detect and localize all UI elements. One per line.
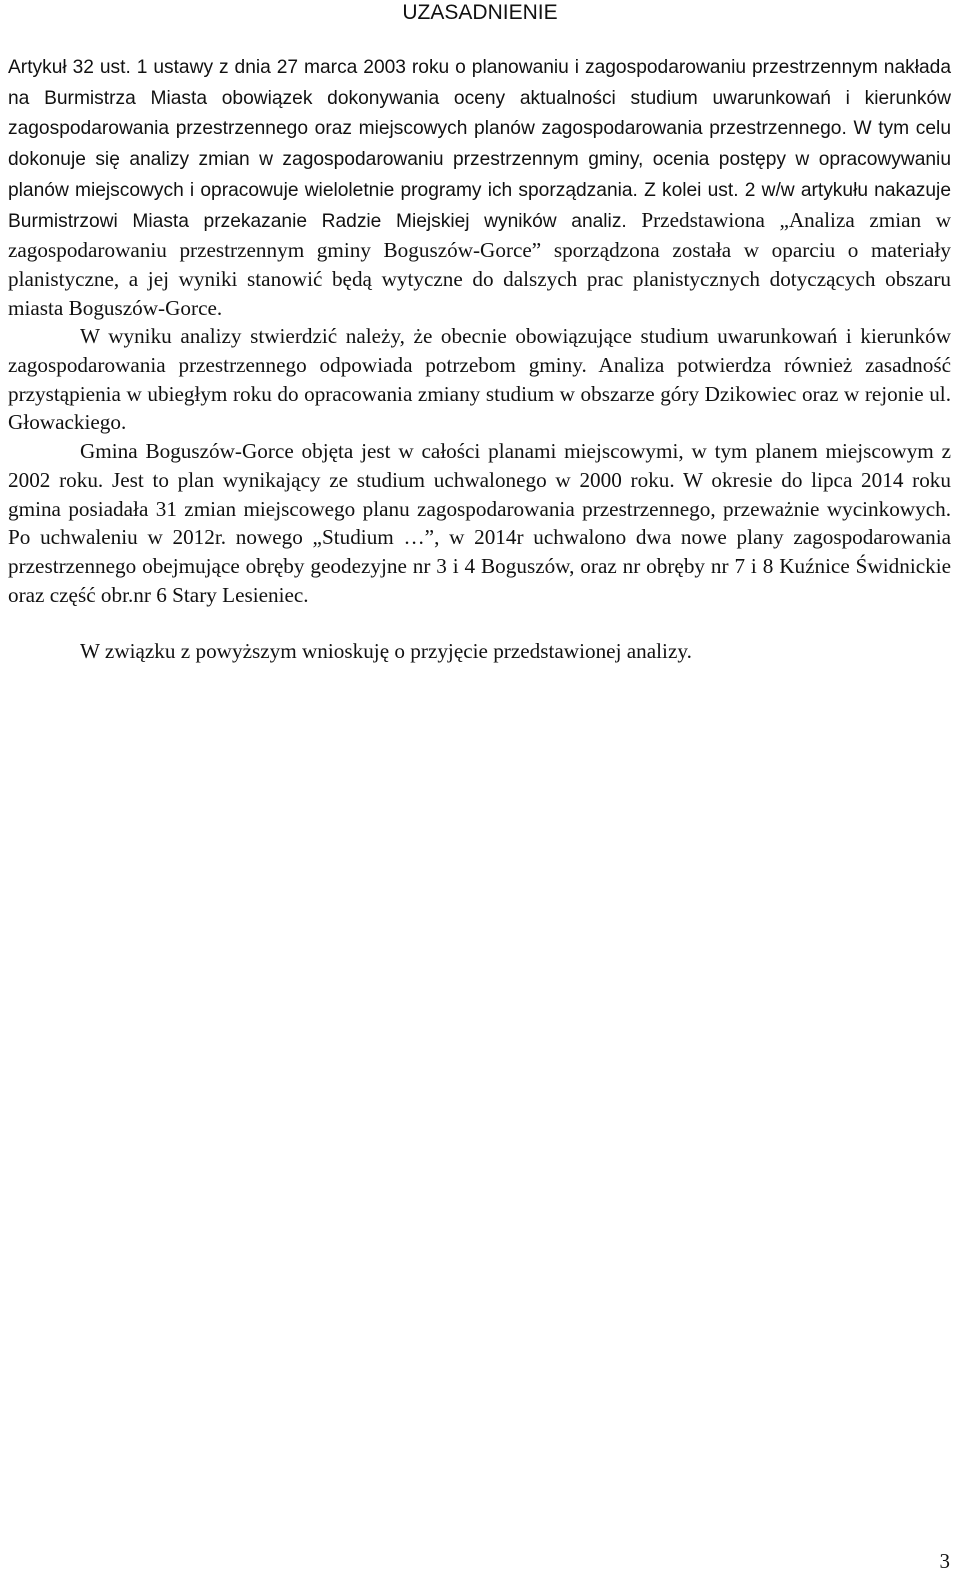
document-body (8, 52, 951, 666)
paragraph-spacer (8, 609, 951, 637)
paragraph-legal-basis (8, 52, 951, 322)
paragraph-analysis-result: W wyniku analizy stwierdzić należy, że obecnie obowiązujące studium uwarunkowań i kierunków zagospodarowania przestrzennego odpowiada potrzebom gminy. Analiza potwierdza również zasadność przystąpienia w ubiegłym roku do opracowania zmiany studium w obszarze góry Dzikowiec oraz w rejonie ul. Głowackiego. (8, 324, 951, 435)
paragraph-conclusion: W związku z powyższym wnioskuję o przyjęcie przedstawionej analizy. (80, 639, 692, 664)
page-title: UZASADNIENIE (402, 1, 558, 24)
paragraph-local-plans: Gmina Boguszów-Gorce objęta jest w całości planami miejscowymi, w tym planem miejscowym z 2002 roku. Jest to plan wynikający ze studium uchwalonego w 2000 roku. W okresie do lipca 2014 roku gmina posiadała 31 zmian miejscowego planu zagospodarowania przestrzennego, przeważnie wycinkowych. Po uchwaleniu w 2012r. nowego „Studium …”, w 2014r uchwalono dwa nowe plany zagospodarowania przestrzennego obejmujące obręby geodezyjne nr 3 i 4 Boguszów, oraz nr obręby nr 7 i 8 Kuźnice Świdnickie oraz część obr.nr 6 Stary Lesieniec. (8, 439, 951, 607)
paragraph-legal-basis-part-c: Przedstawiona „Analiza zmian w zagospodarowaniu przestrzennym gminy Boguszów-Gorce” sporządzona została w oparciu o materiały planistyczne, a jej wyniki stanowić będą wytyczne do dalszych prac planistycznych dotyczących obszaru miasta Boguszów-Gorce. (8, 207, 951, 320)
paragraph-legal-basis-part-a: Artykuł 32 ust. 1 ustawy z dnia 27 marca 2003 roku o planowaniu i zagospodarowaniu przestrzennym nakłada na Burmistrza Miasta obowiązek dokonywania oceny aktualności studium uwarunkowań i kierunków zagospodarowania przestrzennego oraz miejscowych planów zagospodarowania przestrzennego. (8, 57, 951, 140)
paragraph-legal-basis-part-b: W tym celu dokonuje się analizy zmian w zagospodarowaniu przestrzennym gminy, ocenia postępy w opracowywaniu planów miejscowych i opracowuje wieloletnie programy ich sporządzania. Z kolei ust. 2 w/w artykułu nakazuje Burmistrzowi Miasta przekazanie Radzie Miejskiej wyników analiz. (8, 118, 951, 232)
page-number: 3 (939, 1549, 950, 1573)
